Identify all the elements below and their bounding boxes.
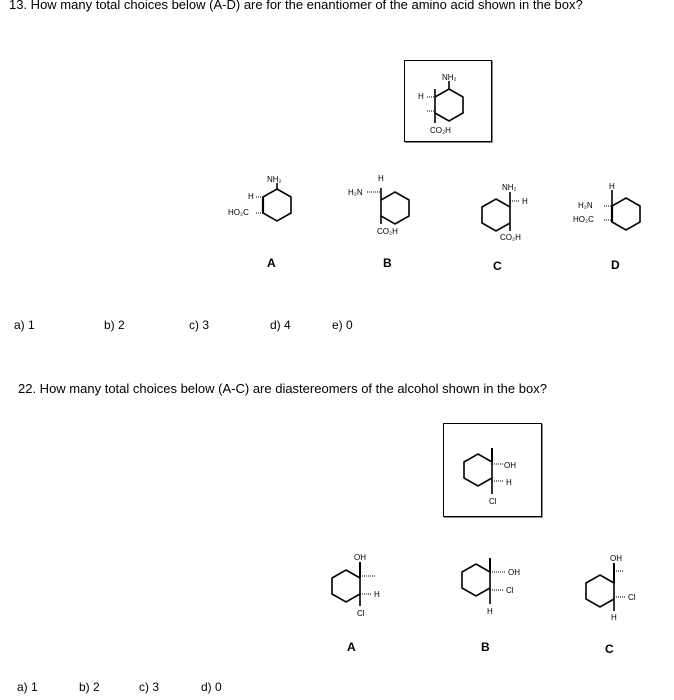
q22b-oh-label: OH [508, 568, 520, 577]
q13-option-a-structure [225, 175, 305, 230]
q13b-left-group: H₂N [348, 188, 363, 197]
ref13-co2h-label: CO₂H [430, 126, 451, 135]
q13d-left-top: H₂N [578, 201, 593, 210]
q22c-cl-label: Cl [628, 593, 636, 602]
q22-option-b-letter: B [481, 640, 490, 654]
q13a-left-group: HO₂C [228, 208, 249, 217]
ref13-nh2-label: NH₂ [442, 73, 457, 82]
q22-option-c-structure [580, 549, 660, 624]
q22-option-a-structure [326, 546, 396, 621]
question-22-title: 22. How many total choices below (A-C) are diastereomers of the alcohol shown in the box? [18, 381, 547, 396]
question-13-title: 13. How many total choices below (A-D) are for the enantiomer of the amino acid shown in the box? [9, 0, 583, 12]
ref13-h-label: H [418, 92, 424, 101]
question-22-reference-box [443, 423, 542, 517]
q22-option-c-letter: C [605, 642, 614, 656]
q13-answer-d[interactable]: d) 4 [270, 318, 291, 332]
q13-option-d-letter: D [611, 258, 620, 272]
q13a-h-label: H [248, 192, 254, 201]
q13-option-d-structure [568, 176, 648, 236]
q22b-bottom-group: H [487, 607, 493, 616]
q13a-top-group: NH₂ [267, 175, 282, 184]
q13-answer-c[interactable]: c) 3 [189, 318, 210, 332]
q22a-h-label: H [374, 590, 380, 599]
reference-amino-acid-structure [405, 61, 491, 141]
question-13-reference-box [404, 60, 492, 142]
q22-option-b-structure [456, 552, 546, 622]
q22a-bottom-group: Cl [357, 609, 365, 618]
q13-option-a-letter: A [267, 256, 276, 270]
q13c-bottom-group: CO₂H [500, 233, 521, 242]
q13-answer-a[interactable]: a) 1 [14, 318, 35, 332]
q13-option-b-letter: B [383, 256, 392, 270]
q13-answer-e[interactable]: e) 0 [332, 318, 353, 332]
q13b-bottom-group: CO₂H [377, 227, 398, 236]
ref22-oh-label: OH [504, 461, 516, 470]
q13c-top-group: NH₂ [502, 183, 517, 192]
ref22-cl-label: Cl [489, 497, 497, 506]
reference-alcohol-structure [444, 424, 541, 516]
q22-option-a-letter: A [347, 640, 356, 654]
ref22-h-label: H [506, 478, 512, 487]
q13d-left-bottom: HO₂C [573, 215, 594, 224]
q22-answer-a[interactable]: a) 1 [17, 680, 38, 694]
q22-answer-c[interactable]: c) 3 [139, 680, 160, 694]
q22a-top-group: OH [354, 553, 366, 562]
q13c-h-label: H [522, 197, 528, 206]
q22-answer-b[interactable]: b) 2 [79, 680, 100, 694]
q13-option-c-letter: C [493, 259, 502, 273]
q13-option-c-structure [476, 177, 556, 242]
q13-answer-b[interactable]: b) 2 [104, 318, 125, 332]
q22-answer-d[interactable]: d) 0 [201, 680, 222, 694]
q22c-top-group: OH [610, 554, 622, 563]
q13b-top-h: H [378, 174, 384, 183]
q22b-cl-label: Cl [506, 586, 514, 595]
q13d-top-h: H [609, 182, 615, 191]
q22c-bottom-group: H [611, 613, 617, 622]
q13-option-b-structure [345, 170, 425, 235]
